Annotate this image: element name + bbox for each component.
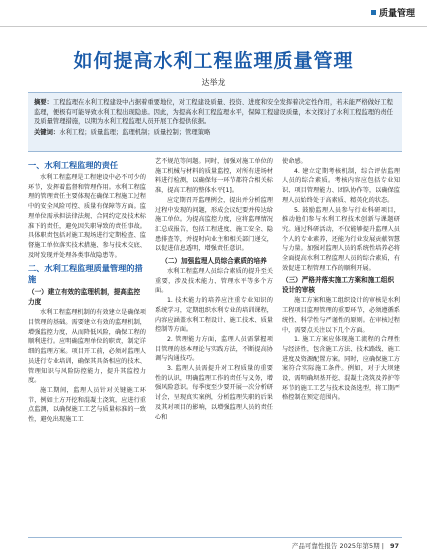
column-3 [282,157,400,532]
page-number: 97 [389,542,399,550]
paragraph: 水利工程监理是工程建设中必不可少的环节，发挥着监督和管理作用。水利工程监理的管理责任主要体现在确保工程施工过程中的安全风险可控、质量有保障等方面。监理单位需承担法律法规、合同约定及技术标准下的责任，避免因失职导致的责任事故。具体职责包括对施工现场进行定期检查、监督施工单位落实技术措施、参与技术交底、及时发现并处理各类事故隐患等。 [28,174,146,259]
paragraph: 施工方案和施工组织设计的审核是水利工程项目监理管理的重要环节，必须遵循系统性、科学性与严谨性的原则。在审核过程中，需要点关注以下几个方面。 [282,297,400,334]
header-rule [0,26,427,27]
section-label: 质量管理 [378,9,415,19]
subheading: （一）建立有效的监理机制，提高监控力度 [28,288,141,307]
abstract [34,98,396,127]
abstract-text: 工程监理在水利工程建设中占据着重要地位，对工程建设质量、投资、进度和安全发挥着决定性作用，若未能严格做好工程监理，便极有可能导致水利工程出现隐患。因此，为提高水利工程监理水平，保障工程建设质量，本文探讨了水利工程监理的责任及质量管理措施，以期为水利工程监理人员开展工作提供依据。 [34,99,393,126]
paragraph: 使命感。 [282,158,307,165]
paragraph: 应定期召开监理例会，提出并分析监理过程中发现的问题，形成会议纪要并传达给施工单位。为提高监控力度，应将监理情况汇总成报告，包括工程进度、施工安全、隐患排查等，并提时向业主和相关部门递交，以促进信息透明，增强责任意识。 [155,196,273,253]
keywords [34,128,396,138]
subheading: （二）加强监理人员综合素质的培养 [161,257,267,266]
article-title: 如何提高水利工程监理质量管理 [73,50,354,72]
paragraph: 艺不规范等问题。同时，加强对施工单位的施工机械与材料的质量监控，对所有进场材料进行检测，以确保每一环节都符合相关标准，提高工程的整体水平[1]。 [155,158,273,195]
subheading: （三）严格并落实施工方案和施工组织设计的审核 [282,276,395,295]
heading-2: 二、水利工程监理质量管理的措施 [28,263,143,285]
paragraph: 1. 施工方案应体现施工流程的合理性与经济性，包含施工方法、技术路线、施工进度及资源配置方案。同时，应确保施工方案符合实际施工条件。例如，对于大坝建设，需明确坝基开挖、混凝土浇筑及养护等环节的施工工艺与技术设备选型，将工期严格控制在预定范围内。 [282,336,400,402]
section-marker-icon [371,10,376,15]
paragraph: 水利工程监理人员综合素质的提升至关重要，涉及技术能力、管理水平等多个方面。 [155,268,273,295]
body-columns [28,157,402,532]
section-tag [371,6,415,19]
paragraph: 5. 鼓励监理人员参与行业科研项目，推动他们参与水利工程技术创新与课题研究。通过科研活动，不仅能够提升监理人员个人的专业素养，还能为行业发展贡献智慧与力量。加强对监理人员的系统性培养必将全面提高水利工程监理人员的综合素质，有效促进工程管理工作的顺利开展。 [282,206,400,272]
keywords-label: 关键词： [34,128,60,136]
paragraph: 2. 管理能力方面，监理人员需掌握项目管理的基本理论与实践方法，不断提高协调与沟通技巧。 [155,335,273,363]
paragraph: 1. 技术能力的培养应注重专业知识的系统学习，定期组织水利专业的培训课程，内容应涵盖水利工程设计、施工技术、质量控制等方面。 [155,297,273,334]
paragraph: 水利工程监理机制的有效建立是确保项目管理的基础。需要建立有效的监理机制，增强监控力度，从而降低风险，确保工程的顺利进行。应明确监理单位的职责，制定详细的监理方案。项目开工前，必须对监理人员进行专业培训，确保其具备相应的技术、管理知识与风险防控能力，提升其监控力度。 [28,309,146,385]
article-author: 达举龙 [201,78,226,87]
abstract-label: 摘要： [34,99,53,106]
footer-rule [28,537,402,538]
abstract-box [28,92,402,152]
paragraph: 3. 监理人员需提升对工程质量的重要性的认识，明确监理工作的责任与义务，增强风险意识。每季度至少要开展一次分析研讨会，呈现真实案例，分析监理失职的后果及其对项目的影响，以增强监理人员的责任心和 [155,365,273,421]
paragraph: 施工期间，监理人员针对关键施工环节，例如土方开挖和混凝土浇筑，应进行重点监测，以确保施工工艺与质量标准的一致性，避免出现施工工 [28,386,146,424]
journal-info: 产品可靠性报告 2025年第5期 [291,542,380,550]
keywords-text: 水利工程；质量监理；监理机制；质量控制；管理策略 [59,128,211,136]
heading-1: 一、水利工程监理的责任 [28,160,119,170]
column-2 [155,157,273,532]
paragraph: 4. 建立定期考核机制，综合评估监理人员的综合素质。考核内容应包括专业知识、项目管理能力、团队协作等，以确保监理人员始终处于高素质、精英化的状态。 [282,167,400,204]
footer-separator: | [379,542,386,550]
footer [292,541,399,550]
column-1 [28,157,146,532]
